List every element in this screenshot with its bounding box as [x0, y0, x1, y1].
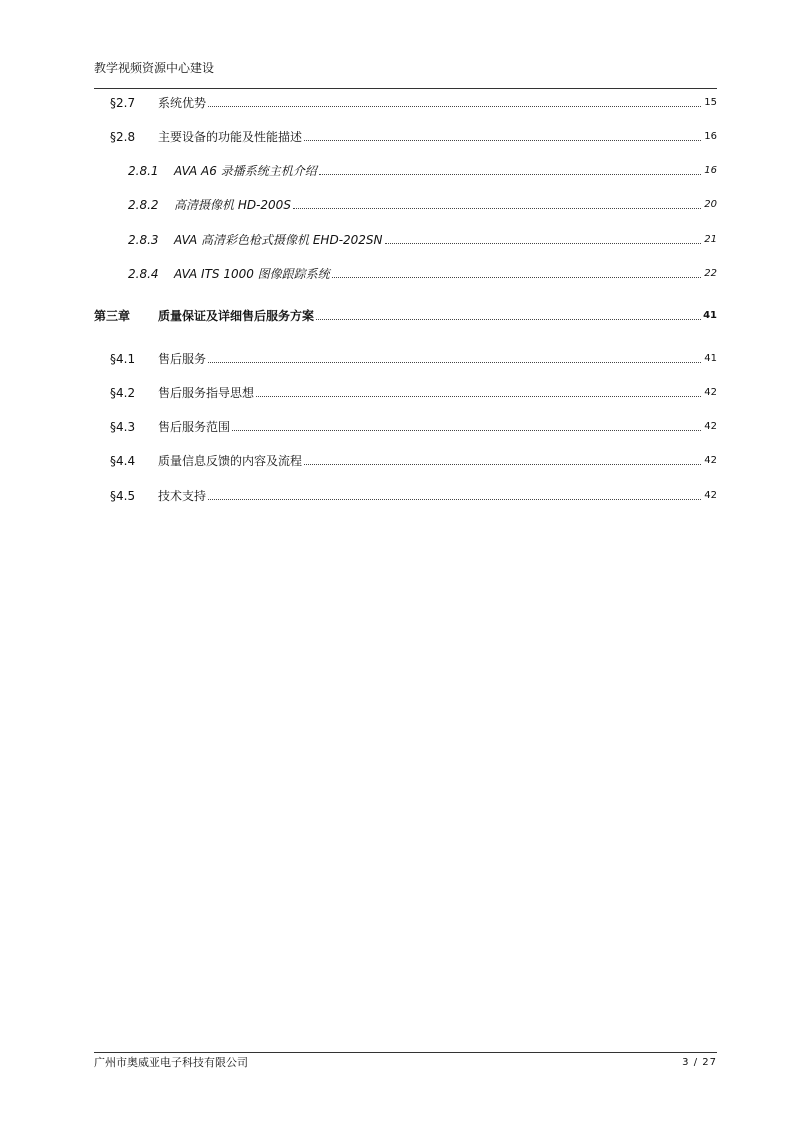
footer-divider	[94, 1052, 717, 1053]
toc-entry-page: 42	[704, 387, 717, 398]
toc-entry-page: 42	[704, 455, 717, 466]
toc-entry-title: AVA A6 录播系统主机介绍	[174, 164, 317, 178]
toc-entry-2-8-3[interactable]	[94, 231, 717, 249]
dot-leader	[208, 487, 701, 500]
toc-entry-title: AVA ITS 1000 图像跟踪系统	[174, 267, 330, 281]
toc-entry-number: §4.3	[110, 420, 136, 434]
running-header-title: 教学视频资源中心建设	[94, 61, 215, 75]
toc-entry-2-7[interactable]	[94, 94, 717, 112]
toc-entry-number: §4.4	[110, 454, 136, 468]
toc-entry-number: 2.8.2	[128, 198, 159, 212]
toc-entry-title: 质量保证及详细售后服务方案	[158, 309, 315, 323]
toc-entry-title: 售后服务	[158, 352, 207, 366]
dot-leader	[332, 265, 701, 278]
toc-entry-number: §4.1	[110, 352, 136, 366]
toc-entry-title: 质量信息反馈的内容及流程	[158, 454, 303, 468]
toc-entry-page: 15	[704, 97, 717, 108]
toc-entry-4-2[interactable]	[94, 384, 717, 402]
footer-company-name: 广州市奥威亚电子科技有限公司	[94, 1056, 248, 1069]
dot-leader	[208, 350, 701, 363]
toc-entry-page: 22	[704, 268, 717, 279]
dot-leader	[256, 384, 701, 397]
toc-entry-title: 主要设备的功能及性能描述	[158, 130, 303, 144]
toc-entry-page: 20	[704, 199, 717, 210]
footer-page-indicator: 3 / 27	[682, 1057, 717, 1068]
dot-leader	[304, 128, 701, 141]
dot-leader	[319, 162, 701, 175]
toc-entry-number: 第三章	[94, 309, 131, 323]
toc-entry-number: §4.5	[110, 489, 136, 503]
toc-entry-page: 21	[704, 234, 717, 245]
dot-leader	[232, 418, 701, 431]
toc-entry-page: 41	[704, 353, 717, 364]
toc-entry-number: 2.8.3	[128, 233, 159, 247]
toc-entry-number: §2.8	[110, 130, 136, 144]
dot-leader	[293, 196, 701, 209]
dot-leader	[208, 94, 701, 107]
toc-entry-title: AVA 高清彩色枪式摄像机 EHD-202SN	[174, 233, 383, 247]
toc-entry-2-8-2[interactable]	[94, 196, 717, 214]
dot-leader	[316, 307, 701, 320]
toc-entry-number: 2.8.4	[128, 267, 159, 281]
toc-entry-title: 系统优势	[158, 96, 207, 110]
dot-leader	[304, 452, 701, 465]
toc-entry-4-4[interactable]	[94, 452, 717, 470]
toc-entry-title: 售后服务范围	[158, 420, 231, 434]
toc-entry-page: 16	[704, 131, 717, 142]
toc-entry-2-8-1[interactable]	[94, 162, 717, 180]
toc-entry-4-5[interactable]	[94, 487, 717, 505]
toc-entry-title: 技术支持	[158, 489, 207, 503]
toc-entry-number: §4.2	[110, 386, 136, 400]
toc-entry-2-8[interactable]	[94, 128, 717, 146]
toc-entry-title: 高清摄像机 HD-200S	[174, 198, 291, 212]
dot-leader	[385, 231, 701, 244]
toc-entry-number: 2.8.1	[128, 164, 159, 178]
toc-entry-number: §2.7	[110, 96, 136, 110]
toc-entry-2-8-4[interactable]	[94, 265, 717, 283]
toc-entry-page: 16	[704, 165, 717, 176]
toc-entry-4-3[interactable]	[94, 418, 717, 436]
toc-entry-page: 42	[704, 490, 717, 501]
toc-entry-4-1[interactable]	[94, 350, 717, 368]
header-divider	[94, 88, 717, 89]
toc-entry-chapter-3[interactable]	[94, 307, 717, 325]
toc-entry-page: 42	[704, 421, 717, 432]
toc-entry-page: 41	[703, 310, 717, 321]
toc-entry-title: 售后服务指导思想	[158, 386, 255, 400]
